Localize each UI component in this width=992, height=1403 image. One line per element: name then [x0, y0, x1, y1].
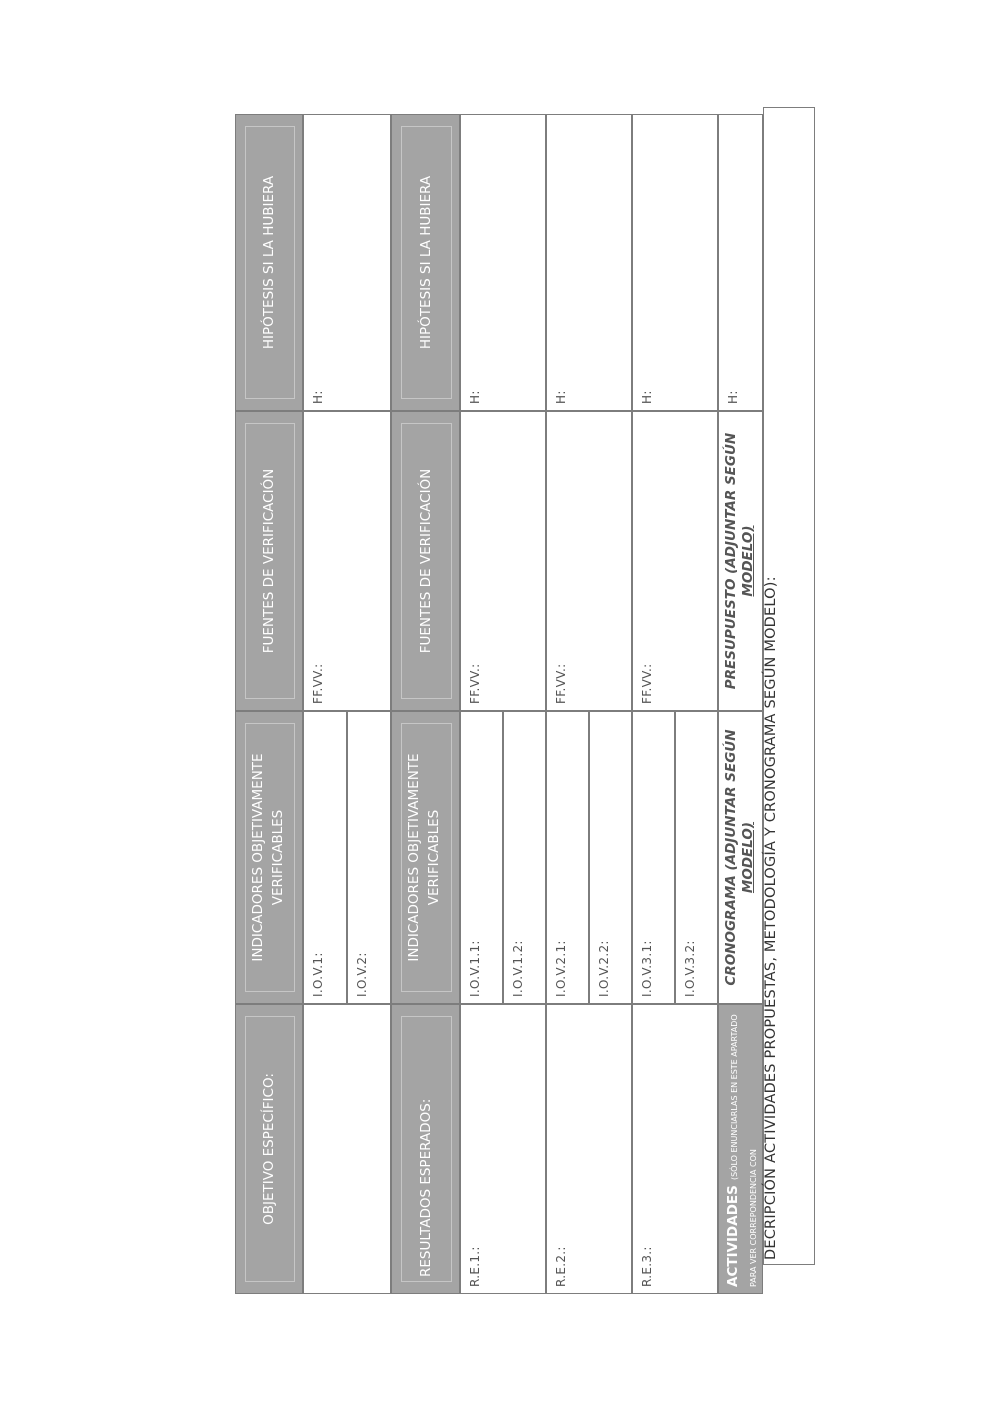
iov-3-1-field[interactable]: [632, 711, 675, 1004]
header-label: FUENTES DE VERIFICACIÓN: [245, 423, 295, 699]
field-label: I.O.V.1:: [311, 952, 325, 997]
field-label: R.E.3.:: [640, 1246, 654, 1287]
header-label: OBJETIVO ESPECÍFICO:: [245, 1016, 295, 1282]
ffvv-field[interactable]: [303, 411, 391, 711]
field-label: FF.VV.:: [640, 663, 654, 704]
re-1-field[interactable]: [460, 1004, 546, 1294]
field-label: H:: [468, 390, 482, 404]
iov-2-2-field[interactable]: [589, 711, 632, 1004]
hipotesis-field[interactable]: [546, 114, 632, 411]
field-label: R.E.1.:: [468, 1246, 482, 1287]
hipotesis-field[interactable]: [303, 114, 391, 411]
logical-framework-form: [235, 114, 815, 1294]
header-fuentes: [235, 411, 303, 711]
actividades-title: ACTIVIDADES: [725, 1185, 741, 1287]
field-label: H:: [726, 390, 740, 404]
field-label: H:: [311, 390, 325, 404]
iov-1-1-field[interactable]: [460, 711, 503, 1004]
hipotesis-field[interactable]: [460, 114, 546, 411]
cronograma-cell[interactable]: [718, 711, 763, 1004]
actividades-note: (SÓLO ENUNCIARLAS EN ESTE APARTADO PARA VER CORREPONDENCIA CON: [730, 1014, 759, 1287]
header-actividades: [718, 1004, 763, 1294]
re-3-field[interactable]: [632, 1004, 718, 1294]
presupuesto-label: [723, 412, 757, 710]
re-2-field[interactable]: [546, 1004, 632, 1294]
header-label: INDICADORES OBJETIVAMENTE VERIFICABLES: [401, 723, 452, 992]
header-indicadores: [391, 711, 460, 1004]
field-label: FF.VV.:: [554, 663, 568, 704]
field-label: H:: [554, 390, 568, 404]
ffvv-field[interactable]: [460, 411, 546, 711]
actividades-label-group: [722, 1009, 760, 1287]
field-label: R.E.2.:: [554, 1246, 568, 1287]
header-indicadores: [235, 711, 303, 1004]
field-label: I.O.V.2:: [355, 952, 369, 997]
iov-2-field[interactable]: [347, 711, 391, 1004]
field-label: FF.VV.:: [311, 663, 325, 704]
header-hipotesis: [391, 114, 460, 411]
header-fuentes: [391, 411, 460, 711]
iov-3-2-field[interactable]: [675, 711, 718, 1004]
header-label: RESULTADOS ESPERADOS:: [401, 1016, 452, 1282]
header-resultados-esperados: [391, 1004, 460, 1294]
field-label: I.O.V.2.2:: [597, 940, 611, 997]
field-label: H:: [640, 390, 654, 404]
header-label: HIPÓTESIS SI LA HUBIERA: [401, 126, 452, 399]
presupuesto-line-1: PRESUPUESTO (ADJUNTAR SEGÚN: [723, 432, 739, 690]
cronograma-line-1: CRONOGRAMA (ADJUNTAR SEGÚN: [723, 729, 739, 986]
field-label: I.O.V.1.2:: [511, 940, 525, 997]
presupuesto-cell[interactable]: [718, 411, 763, 711]
hipotesis-field[interactable]: [632, 114, 718, 411]
iov-2-1-field[interactable]: [546, 711, 589, 1004]
field-label: I.O.V.2.1:: [554, 940, 568, 997]
iov-1-field[interactable]: [303, 711, 347, 1004]
field-label: FF.VV.:: [468, 663, 482, 704]
iov-1-2-field[interactable]: [503, 711, 546, 1004]
presupuesto-line-2: MODELO): [739, 525, 756, 597]
objetivo-especifico-field[interactable]: [303, 1004, 391, 1294]
header-label: HIPÓTESIS SI LA HUBIERA: [245, 126, 295, 399]
header-label: INDICADORES OBJETIVAMENTE VERIFICABLES: [245, 723, 295, 992]
ffvv-field[interactable]: [546, 411, 632, 711]
hipotesis-field[interactable]: [718, 114, 763, 411]
descripcion-label: DECRIPCIÓN ACTIVIDADES PROPUESTAS, METODOLOGÍA Y CRONOGRAMA SEGÚN MODELO):: [763, 576, 779, 1260]
header-label: FUENTES DE VERIFICACIÓN: [401, 423, 452, 699]
field-label: I.O.V.3.1:: [640, 940, 654, 997]
field-label: I.O.V.1.1:: [468, 940, 482, 997]
header-objetivo-especifico: [235, 1004, 303, 1294]
field-label: I.O.V.3.2:: [683, 940, 697, 997]
ffvv-field[interactable]: [632, 411, 718, 711]
cronograma-line-2: MODELO): [739, 821, 756, 894]
header-hipotesis: [235, 114, 303, 411]
cronograma-label: [723, 712, 757, 1003]
